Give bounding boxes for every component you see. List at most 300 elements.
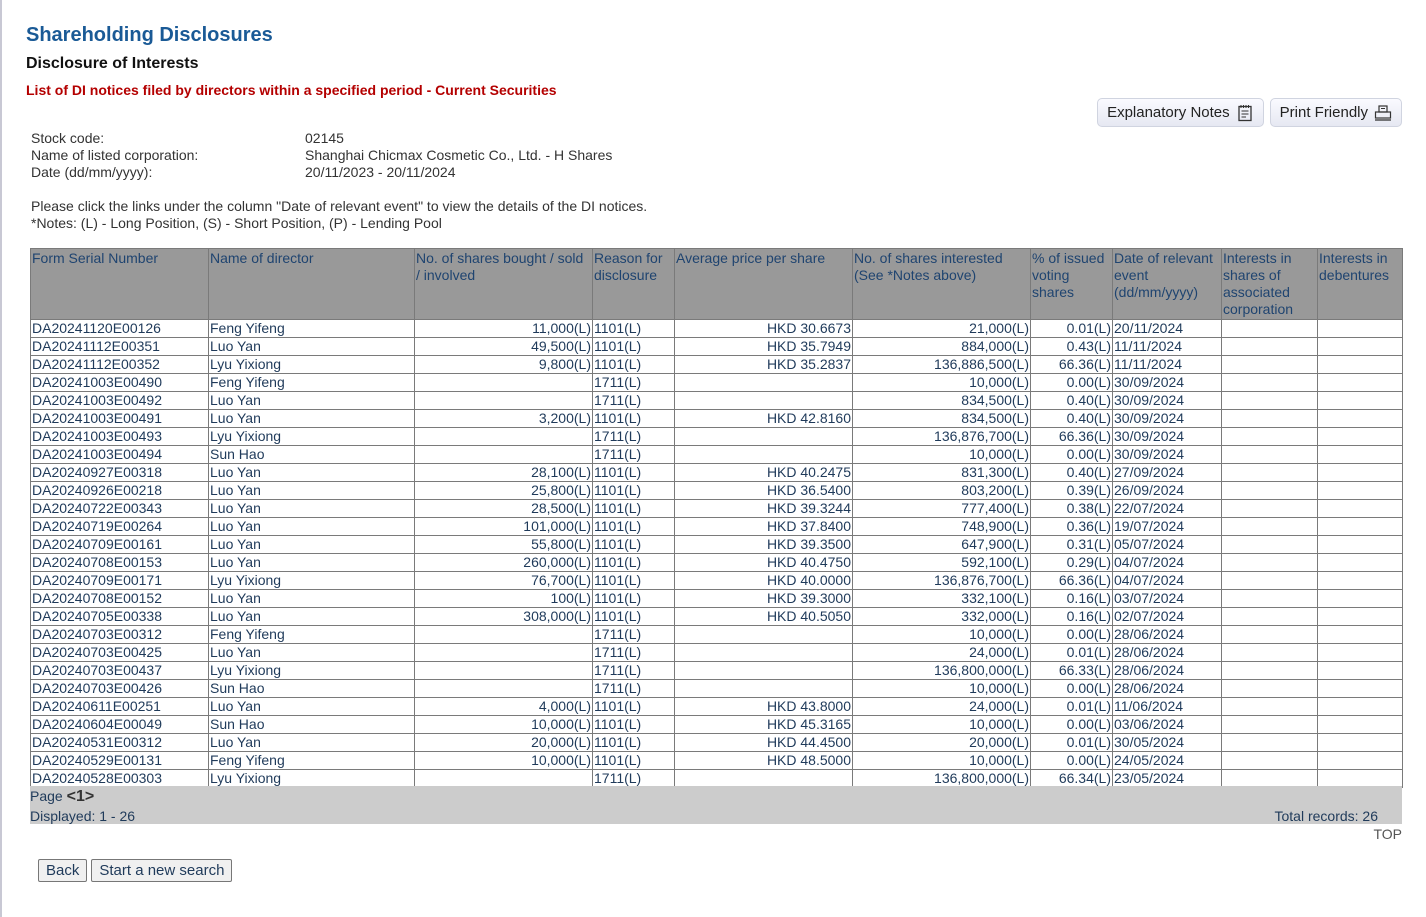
col-debentures-cell	[1318, 608, 1403, 626]
col-assoc-interests-cell	[1222, 392, 1318, 410]
col-shares-interested-cell: 332,100(L)	[853, 590, 1031, 608]
col-form-serial-cell: DA20241120E00126	[31, 320, 209, 338]
col-pct-voting-cell: 0.16(L)	[1031, 590, 1113, 608]
stock-code-value: 02145	[305, 130, 344, 146]
col-reason-cell: 1711(L)	[593, 680, 675, 698]
col-debentures-cell	[1318, 446, 1403, 464]
col-assoc-interests-cell	[1222, 410, 1318, 428]
col-reason-cell: 1711(L)	[593, 626, 675, 644]
col-pct-voting-cell: 0.01(L)	[1031, 320, 1113, 338]
page-border	[0, 0, 2, 917]
col-avg-price-cell	[675, 392, 853, 410]
col-pct-voting-cell: 0.39(L)	[1031, 482, 1113, 500]
table-row	[31, 662, 1403, 680]
total-records: Total records: 26	[1274, 808, 1378, 824]
col-assoc-interests-cell	[1222, 572, 1318, 590]
table-row	[31, 482, 1403, 500]
col-pct-voting-cell: 0.00(L)	[1031, 680, 1113, 698]
col-director-cell: Luo Yan	[209, 554, 415, 572]
col-shares-interested-cell: 834,500(L)	[853, 392, 1031, 410]
col-avg-price-cell: HKD 39.3500	[675, 536, 853, 554]
col-form-serial-cell: DA20240528E00303	[31, 770, 209, 788]
col-director-cell: Feng Yifeng	[209, 752, 415, 770]
col-reason-cell: 1711(L)	[593, 428, 675, 446]
col-form-serial-header: Form Serial Number	[31, 249, 209, 320]
col-assoc-interests-cell	[1222, 446, 1318, 464]
col-form-serial-cell: DA20240926E00218	[31, 482, 209, 500]
back-button[interactable]: Back	[38, 859, 87, 882]
stock-code-label: Stock code:	[31, 130, 105, 146]
col-shares-interested-cell: 10,000(L)	[853, 374, 1031, 392]
col-shares-interested-cell: 10,000(L)	[853, 446, 1031, 464]
col-shares-interested-cell: 136,876,700(L)	[853, 428, 1031, 446]
col-event-date-cell[interactable]: 30/09/2024	[1113, 374, 1222, 392]
col-shares-interested-cell: 884,000(L)	[853, 338, 1031, 356]
col-form-serial-cell: DA20241003E00494	[31, 446, 209, 464]
table-row	[31, 338, 1403, 356]
corporation-value: Shanghai Chicmax Cosmetic Co., Ltd. - H Shares	[305, 147, 613, 163]
col-reason-cell: 1101(L)	[593, 410, 675, 428]
table-row	[31, 590, 1403, 608]
col-event-date-cell[interactable]: 05/07/2024	[1113, 536, 1222, 554]
col-form-serial-cell: DA20240703E00426	[31, 680, 209, 698]
col-form-serial-cell: DA20240709E00161	[31, 536, 209, 554]
col-event-date-cell[interactable]: 30/05/2024	[1113, 734, 1222, 752]
col-reason-cell: 1101(L)	[593, 752, 675, 770]
col-form-serial-cell: DA20240529E00131	[31, 752, 209, 770]
col-debentures-cell	[1318, 680, 1403, 698]
col-debentures-cell	[1318, 482, 1403, 500]
col-debentures-cell	[1318, 374, 1403, 392]
col-debentures-cell	[1318, 752, 1403, 770]
table-row	[31, 716, 1403, 734]
col-shares-involved-cell: 308,000(L)	[415, 608, 593, 626]
col-shares-involved-cell: 55,800(L)	[415, 536, 593, 554]
col-form-serial-cell: DA20240722E00343	[31, 500, 209, 518]
col-shares-involved-cell	[415, 374, 593, 392]
col-form-serial-cell: DA20240611E00251	[31, 698, 209, 716]
col-debentures-cell	[1318, 320, 1403, 338]
col-avg-price-cell: HKD 43.8000	[675, 698, 853, 716]
col-pct-voting-cell: 0.00(L)	[1031, 752, 1113, 770]
col-assoc-interests-cell	[1222, 464, 1318, 482]
table-row	[31, 626, 1403, 644]
col-event-date-cell[interactable]: 11/11/2024	[1113, 338, 1222, 356]
col-avg-price-cell: HKD 35.7949	[675, 338, 853, 356]
col-shares-involved-cell: 28,500(L)	[415, 500, 593, 518]
table-row	[31, 320, 1403, 338]
col-avg-price-cell: HKD 45.3165	[675, 716, 853, 734]
col-assoc-interests-cell	[1222, 536, 1318, 554]
col-avg-price-cell	[675, 770, 853, 788]
col-avg-price-cell: HKD 40.4750	[675, 554, 853, 572]
col-form-serial-cell: DA20241003E00490	[31, 374, 209, 392]
col-assoc-interests-header: Interests in shares of associated corporation	[1222, 249, 1318, 320]
col-debentures-cell	[1318, 626, 1403, 644]
col-assoc-interests-cell	[1222, 698, 1318, 716]
col-pct-voting-cell: 0.01(L)	[1031, 734, 1113, 752]
col-shares-interested-cell: 10,000(L)	[853, 680, 1031, 698]
action-buttons	[38, 859, 232, 882]
col-shares-involved-cell: 20,000(L)	[415, 734, 593, 752]
col-director-cell: Lyu Yixiong	[209, 662, 415, 680]
col-event-date-cell[interactable]: 22/07/2024	[1113, 500, 1222, 518]
col-event-date-cell[interactable]: 11/11/2024	[1113, 356, 1222, 374]
col-director-cell: Feng Yifeng	[209, 374, 415, 392]
col-shares-interested-cell: 831,300(L)	[853, 464, 1031, 482]
print-friendly-label: Print Friendly	[1279, 104, 1368, 121]
col-reason-cell: 1101(L)	[593, 608, 675, 626]
col-shares-involved-cell: 4,000(L)	[415, 698, 593, 716]
col-director-cell: Feng Yifeng	[209, 626, 415, 644]
col-form-serial-cell: DA20240531E00312	[31, 734, 209, 752]
col-reason-cell: 1711(L)	[593, 374, 675, 392]
col-shares-interested-cell: 10,000(L)	[853, 716, 1031, 734]
col-assoc-interests-cell	[1222, 644, 1318, 662]
col-avg-price-cell: HKD 48.5000	[675, 752, 853, 770]
col-director-cell: Lyu Yixiong	[209, 572, 415, 590]
col-event-date-cell[interactable]: 03/07/2024	[1113, 590, 1222, 608]
col-director-cell: Luo Yan	[209, 338, 415, 356]
col-reason-cell: 1711(L)	[593, 662, 675, 680]
col-assoc-interests-cell	[1222, 482, 1318, 500]
col-event-date-cell[interactable]: 30/09/2024	[1113, 428, 1222, 446]
col-director-cell: Luo Yan	[209, 518, 415, 536]
col-avg-price-cell: HKD 44.4500	[675, 734, 853, 752]
col-shares-interested-header: No. of shares interested (See *Notes above)	[853, 249, 1031, 320]
table-row	[31, 572, 1403, 590]
col-debentures-cell	[1318, 572, 1403, 590]
col-avg-price-cell: HKD 42.8160	[675, 410, 853, 428]
col-form-serial-cell: DA20241112E00352	[31, 356, 209, 374]
col-avg-price-cell	[675, 644, 853, 662]
col-shares-interested-cell: 803,200(L)	[853, 482, 1031, 500]
col-event-date-cell[interactable]: 04/07/2024	[1113, 554, 1222, 572]
table-row	[31, 734, 1403, 752]
table-row	[31, 500, 1403, 518]
col-assoc-interests-cell	[1222, 734, 1318, 752]
col-debentures-cell	[1318, 536, 1403, 554]
col-event-date-cell[interactable]: 28/06/2024	[1113, 626, 1222, 644]
table-row	[31, 680, 1403, 698]
col-reason-cell: 1101(L)	[593, 500, 675, 518]
col-shares-involved-cell: 25,800(L)	[415, 482, 593, 500]
print-friendly-button[interactable]	[1270, 98, 1402, 127]
printer-icon	[1374, 104, 1392, 122]
col-assoc-interests-cell	[1222, 716, 1318, 734]
col-assoc-interests-cell	[1222, 770, 1318, 788]
col-debentures-cell	[1318, 518, 1403, 536]
col-shares-involved-cell	[415, 446, 593, 464]
col-avg-price-cell: HKD 35.2837	[675, 356, 853, 374]
col-event-date-header: Date of relevant event (dd/mm/yyyy)	[1113, 249, 1222, 320]
table-row	[31, 770, 1403, 788]
page-subtitle: Disclosure of Interests	[26, 55, 199, 72]
di-notices-table	[30, 248, 1403, 788]
top-link[interactable]: TOP	[1373, 826, 1402, 842]
col-reason-cell: 1101(L)	[593, 536, 675, 554]
table-row	[31, 536, 1403, 554]
table-row	[31, 554, 1403, 572]
page-nav[interactable]: <1>	[66, 788, 95, 805]
col-assoc-interests-cell	[1222, 320, 1318, 338]
col-shares-interested-cell: 592,100(L)	[853, 554, 1031, 572]
col-form-serial-cell: DA20240708E00153	[31, 554, 209, 572]
col-form-serial-cell: DA20240703E00425	[31, 644, 209, 662]
col-form-serial-cell: DA20240927E00318	[31, 464, 209, 482]
notepad-icon	[1236, 104, 1254, 122]
col-shares-involved-cell	[415, 428, 593, 446]
col-shares-involved-cell: 76,700(L)	[415, 572, 593, 590]
col-shares-involved-cell	[415, 626, 593, 644]
col-pct-voting-cell: 0.38(L)	[1031, 500, 1113, 518]
col-event-date-cell[interactable]: 30/09/2024	[1113, 392, 1222, 410]
col-debentures-cell	[1318, 410, 1403, 428]
col-avg-price-cell: HKD 36.5400	[675, 482, 853, 500]
col-event-date-cell[interactable]: 24/05/2024	[1113, 752, 1222, 770]
col-avg-price-cell: HKD 40.5050	[675, 608, 853, 626]
col-debentures-cell	[1318, 734, 1403, 752]
table-row	[31, 410, 1403, 428]
table-row	[31, 356, 1403, 374]
col-reason-header: Reason for disclosure	[593, 249, 675, 320]
col-director-cell: Luo Yan	[209, 608, 415, 626]
col-reason-cell: 1101(L)	[593, 554, 675, 572]
col-shares-interested-cell: 24,000(L)	[853, 698, 1031, 716]
table-row	[31, 446, 1403, 464]
col-event-date-cell[interactable]: 02/07/2024	[1113, 608, 1222, 626]
col-form-serial-cell: DA20240705E00338	[31, 608, 209, 626]
col-pct-voting-cell: 0.00(L)	[1031, 626, 1113, 644]
table-header	[31, 249, 1403, 320]
col-pct-voting-cell: 0.01(L)	[1031, 698, 1113, 716]
col-avg-price-cell: HKD 39.3000	[675, 590, 853, 608]
col-form-serial-cell: DA20241003E00491	[31, 410, 209, 428]
notes	[31, 198, 647, 232]
col-director-cell: Luo Yan	[209, 464, 415, 482]
col-assoc-interests-cell	[1222, 752, 1318, 770]
page-title: Shareholding Disclosures	[26, 24, 273, 46]
col-shares-involved-cell: 9,800(L)	[415, 356, 593, 374]
col-pct-voting-cell: 0.00(L)	[1031, 374, 1113, 392]
stock-info	[31, 130, 612, 181]
col-assoc-interests-cell	[1222, 608, 1318, 626]
pagination	[30, 788, 94, 806]
page-label: Page	[30, 788, 63, 804]
col-reason-cell: 1101(L)	[593, 716, 675, 734]
col-pct-voting-cell: 0.40(L)	[1031, 410, 1113, 428]
date-value: 20/11/2023 - 20/11/2024	[305, 164, 456, 180]
col-debentures-cell	[1318, 590, 1403, 608]
col-pct-voting-cell: 0.00(L)	[1031, 716, 1113, 734]
col-director-cell: Lyu Yixiong	[209, 356, 415, 374]
table-row	[31, 644, 1403, 662]
table-row	[31, 608, 1403, 626]
col-debentures-cell	[1318, 338, 1403, 356]
col-shares-involved-cell	[415, 392, 593, 410]
table-row	[31, 464, 1403, 482]
col-pct-voting-cell: 66.33(L)	[1031, 662, 1113, 680]
col-reason-cell: 1711(L)	[593, 770, 675, 788]
col-debentures-cell	[1318, 644, 1403, 662]
col-reason-cell: 1101(L)	[593, 338, 675, 356]
col-debentures-cell	[1318, 554, 1403, 572]
col-pct-voting-cell: 0.31(L)	[1031, 536, 1113, 554]
col-avg-price-cell: HKD 39.3244	[675, 500, 853, 518]
col-avg-price-header: Average price per share	[675, 249, 853, 320]
table-row	[31, 518, 1403, 536]
col-debentures-cell	[1318, 428, 1403, 446]
col-shares-involved-cell: 28,100(L)	[415, 464, 593, 482]
col-debentures-cell	[1318, 698, 1403, 716]
table-row	[31, 374, 1403, 392]
col-shares-interested-cell: 10,000(L)	[853, 626, 1031, 644]
col-shares-interested-cell: 136,886,500(L)	[853, 356, 1031, 374]
col-shares-involved-cell: 101,000(L)	[415, 518, 593, 536]
date-label: Date (dd/mm/yyyy):	[31, 164, 153, 180]
col-form-serial-cell: DA20241003E00493	[31, 428, 209, 446]
table-row	[31, 752, 1403, 770]
col-pct-voting-cell: 0.43(L)	[1031, 338, 1113, 356]
col-assoc-interests-cell	[1222, 500, 1318, 518]
corporation-label: Name of listed corporation:	[31, 147, 199, 163]
col-avg-price-cell: HKD 37.8400	[675, 518, 853, 536]
col-event-date-cell[interactable]: 30/09/2024	[1113, 410, 1222, 428]
col-event-date-cell[interactable]: 28/06/2024	[1113, 662, 1222, 680]
toolbar	[1097, 98, 1402, 127]
col-director-cell: Lyu Yixiong	[209, 770, 415, 788]
col-assoc-interests-cell	[1222, 626, 1318, 644]
col-assoc-interests-cell	[1222, 554, 1318, 572]
col-avg-price-cell	[675, 446, 853, 464]
col-pct-voting-cell: 0.16(L)	[1031, 608, 1113, 626]
col-pct-voting-cell: 66.36(L)	[1031, 356, 1113, 374]
col-assoc-interests-cell	[1222, 374, 1318, 392]
col-avg-price-cell	[675, 374, 853, 392]
col-pct-voting-header: % of issued voting shares	[1031, 249, 1113, 320]
col-shares-interested-cell: 20,000(L)	[853, 734, 1031, 752]
col-form-serial-cell: DA20240703E00312	[31, 626, 209, 644]
col-event-date-cell[interactable]: 20/11/2024	[1113, 320, 1222, 338]
col-shares-interested-cell: 10,000(L)	[853, 752, 1031, 770]
explanatory-notes-label: Explanatory Notes	[1107, 104, 1230, 121]
col-pct-voting-cell: 0.00(L)	[1031, 446, 1113, 464]
col-pct-voting-cell: 0.29(L)	[1031, 554, 1113, 572]
col-avg-price-cell	[675, 626, 853, 644]
col-debentures-cell	[1318, 662, 1403, 680]
col-pct-voting-cell: 0.40(L)	[1031, 464, 1113, 482]
col-debentures-cell	[1318, 464, 1403, 482]
col-reason-cell: 1101(L)	[593, 464, 675, 482]
col-shares-involved-cell: 100(L)	[415, 590, 593, 608]
col-event-date-cell[interactable]: 28/06/2024	[1113, 680, 1222, 698]
instruction-text: Please click the links under the column "Date of relevant event" to view the details of the DI notices.	[31, 198, 648, 214]
col-director-cell: Luo Yan	[209, 392, 415, 410]
col-director-cell: Luo Yan	[209, 482, 415, 500]
col-reason-cell: 1101(L)	[593, 590, 675, 608]
col-avg-price-cell	[675, 428, 853, 446]
col-avg-price-cell: HKD 40.2475	[675, 464, 853, 482]
col-shares-involved-cell	[415, 644, 593, 662]
col-reason-cell: 1101(L)	[593, 572, 675, 590]
col-event-date-cell[interactable]: 11/06/2024	[1113, 698, 1222, 716]
col-reason-cell: 1101(L)	[593, 356, 675, 374]
table-row	[31, 392, 1403, 410]
col-form-serial-cell: DA20240708E00152	[31, 590, 209, 608]
col-event-date-cell[interactable]: 28/06/2024	[1113, 644, 1222, 662]
col-reason-cell: 1711(L)	[593, 392, 675, 410]
col-director-header: Name of director	[209, 249, 415, 320]
col-pct-voting-cell: 0.40(L)	[1031, 392, 1113, 410]
col-shares-interested-cell: 21,000(L)	[853, 320, 1031, 338]
notes-legend: *Notes: (L) - Long Position, (S) - Short Position, (P) - Lending Pool	[31, 215, 442, 231]
col-director-cell: Luo Yan	[209, 590, 415, 608]
col-shares-involved-header: No. of shares bought / sold / involved	[415, 249, 593, 320]
list-title: List of DI notices filed by directors within a specified period - Current Securities	[26, 82, 557, 98]
col-form-serial-cell: DA20240604E00049	[31, 716, 209, 734]
col-reason-cell: 1101(L)	[593, 482, 675, 500]
col-reason-cell: 1101(L)	[593, 734, 675, 752]
col-shares-interested-cell: 647,900(L)	[853, 536, 1031, 554]
col-avg-price-cell: HKD 30.6673	[675, 320, 853, 338]
col-reason-cell: 1711(L)	[593, 644, 675, 662]
col-event-date-cell[interactable]: 26/09/2024	[1113, 482, 1222, 500]
new-search-button[interactable]: Start a new search	[91, 859, 232, 882]
col-shares-involved-cell	[415, 770, 593, 788]
col-pct-voting-cell: 0.36(L)	[1031, 518, 1113, 536]
col-assoc-interests-cell	[1222, 590, 1318, 608]
col-shares-involved-cell: 49,500(L)	[415, 338, 593, 356]
col-event-date-cell[interactable]: 30/09/2024	[1113, 446, 1222, 464]
col-director-cell: Luo Yan	[209, 500, 415, 518]
col-assoc-interests-cell	[1222, 338, 1318, 356]
col-form-serial-cell: DA20240719E00264	[31, 518, 209, 536]
col-shares-involved-cell	[415, 680, 593, 698]
col-shares-interested-cell: 777,400(L)	[853, 500, 1031, 518]
col-assoc-interests-cell	[1222, 356, 1318, 374]
col-shares-involved-cell: 260,000(L)	[415, 554, 593, 572]
col-event-date-cell[interactable]: 27/09/2024	[1113, 464, 1222, 482]
col-shares-involved-cell: 3,200(L)	[415, 410, 593, 428]
col-pct-voting-cell: 0.01(L)	[1031, 644, 1113, 662]
explanatory-notes-button[interactable]	[1097, 98, 1264, 127]
col-debentures-cell	[1318, 770, 1403, 788]
col-avg-price-cell	[675, 680, 853, 698]
col-director-cell: Luo Yan	[209, 644, 415, 662]
col-pct-voting-cell: 66.34(L)	[1031, 770, 1113, 788]
col-shares-interested-cell: 748,900(L)	[853, 518, 1031, 536]
col-director-cell: Feng Yifeng	[209, 320, 415, 338]
col-shares-involved-cell	[415, 662, 593, 680]
col-form-serial-cell: DA20240703E00437	[31, 662, 209, 680]
col-debentures-cell	[1318, 356, 1403, 374]
col-director-cell: Luo Yan	[209, 734, 415, 752]
col-event-date-cell[interactable]: 23/05/2024	[1113, 770, 1222, 788]
col-avg-price-cell	[675, 662, 853, 680]
col-shares-involved-cell: 10,000(L)	[415, 716, 593, 734]
col-assoc-interests-cell	[1222, 518, 1318, 536]
table-row	[31, 698, 1403, 716]
col-form-serial-cell: DA20241112E00351	[31, 338, 209, 356]
col-event-date-cell[interactable]: 19/07/2024	[1113, 518, 1222, 536]
col-reason-cell: 1101(L)	[593, 320, 675, 338]
col-assoc-interests-cell	[1222, 680, 1318, 698]
col-event-date-cell[interactable]: 04/07/2024	[1113, 572, 1222, 590]
col-debentures-cell	[1318, 500, 1403, 518]
col-shares-interested-cell: 136,800,000(L)	[853, 770, 1031, 788]
col-director-cell: Lyu Yixiong	[209, 428, 415, 446]
col-event-date-cell[interactable]: 03/06/2024	[1113, 716, 1222, 734]
